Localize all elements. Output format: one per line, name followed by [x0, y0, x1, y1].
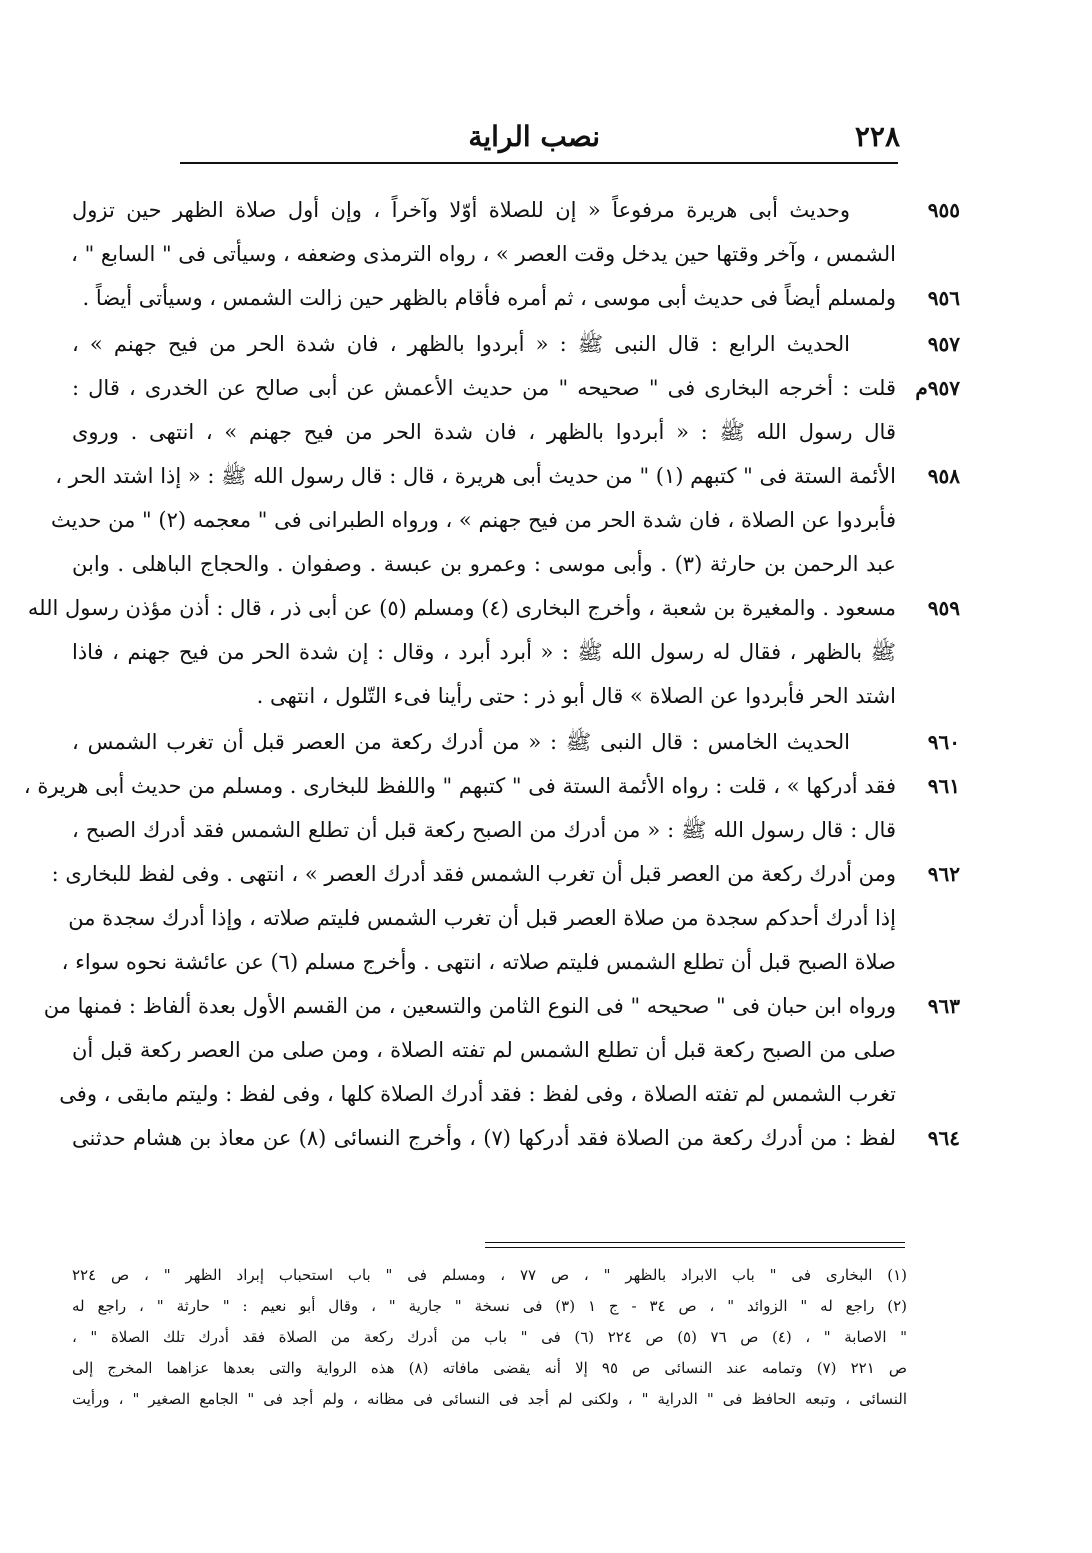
main-text — [23, 188, 960, 1160]
hadith-number: ٩٥٧م — [915, 376, 960, 400]
text-line — [72, 410, 960, 454]
footnote-line: (٢) راجع له " الزوائد " ، ص ٣٤ - ج ١ (٣) فى نسخة " جارية " ، وقال أبو نعيم : " حارثة " ، راجع له — [72, 1297, 907, 1315]
hadith-number: ٩٥٥ — [927, 198, 960, 222]
hadith-number: ٩٦٠ — [927, 730, 960, 754]
footnote-line: ص ٢٢١ (٧) وتمامه عند النسائى ص ٩٥ إلا أنه يقضى مافاته (٨) هذه الرواية والتى بعدها عزاهما المخرج إلى — [72, 1359, 908, 1377]
text-line — [72, 232, 960, 276]
line-text: الأئمة الستة فى " كتبهم (١) " من حديث أبى هريرة ، قال : قال رسول الله ﷺ : « إذا اشتد الحر ، — [55, 464, 896, 488]
hadith-number: ٩٦٢ — [927, 862, 960, 886]
line-text: صلاة الصبح قبل أن تطلع الشمس فليتم صلاته ، انتهى . وأخرج مسلم (٦) عن عائشة نحوه سواء ، — [61, 950, 896, 974]
text-line — [72, 188, 960, 232]
text-line — [72, 808, 960, 852]
hadith-number: ٩٥٩ — [927, 596, 960, 620]
text-line — [51, 498, 960, 542]
text-line — [72, 322, 960, 366]
text-line — [23, 764, 960, 808]
text-line — [55, 454, 960, 498]
text-line — [59, 1072, 960, 1116]
line-text: تغرب الشمس لم تفته الصلاة ، وفى لفظ : فقد أدرك الصلاة كلها ، وفى لفظ : وليتم مابقى ، وفى — [59, 1082, 896, 1106]
text-line — [72, 674, 960, 718]
line-text: ولمسلم أيضاً فى حديث أبى موسى ، ثم أمره فأقام بالظهر حين زالت الشمس ، وسيأتى أيضاً . — [82, 286, 896, 310]
text-line — [72, 1028, 960, 1072]
line-text: قال رسول الله ﷺ : « أبردوا بالظهر ، فان شدة الحر من فيح جهنم » ، انتهى . وروى — [72, 420, 896, 444]
line-text: قال : قال رسول الله ﷺ : « من أدرك من الصبح ركعة قبل أن تطلع الشمس فقد أدرك الصبح ، — [72, 818, 896, 842]
line-text: فأبردوا عن الصلاة ، فان شدة الحر من فيح جهنم » ، ورواه الطبرانى فى " معجمه (٢) " من حديث — [51, 508, 896, 532]
hadith-number: ٩٦٣ — [927, 994, 960, 1018]
text-line — [27, 586, 960, 630]
line-text: عبد الرحمن بن حارثة (٣) . وأبى موسى : وعمرو بن عبسة . وصفوان . والحجاج الباهلى . وابن — [72, 552, 896, 576]
footnote-line: (١) البخارى فى " باب الابراد بالظهر " ، ص ٧٧ ، ومسلم فى " باب استحباب إبراد الظهر " ، ص ٢٢٤ — [72, 1266, 907, 1284]
line-text: الحديث الخامس : قال النبى ﷺ : « من أدرك ركعة من العصر قبل أن تغرب الشمس ، — [72, 730, 850, 754]
line-text: الشمس ، وآخر وقتها حين يدخل وقت العصر » ، رواه الترمذى وضعفه ، وسيأتى فى " السابع " ، — [71, 242, 896, 266]
footnote-line: " الاصابة " ، (٤) ص ٧٦ (٥) ص ٢٢٤ (٦) فى " باب من أدرك ركعة من الصلاة فقد أدرك تلك الصلاة " ، — [72, 1328, 907, 1346]
hadith-number: ٩٦٤ — [927, 1126, 960, 1150]
running-title: نصب الراية — [468, 120, 600, 153]
page-header — [180, 118, 900, 162]
line-text: ﷺ بالظهر ، فقال له رسول الله ﷺ : « أبرد أبرد ، وقال : إن شدة الحر من فيح جهنم ، فاذا — [72, 640, 896, 664]
header-divider — [180, 162, 898, 164]
text-line — [51, 852, 960, 896]
line-text: إذا أدرك أحدكم سجدة من صلاة العصر قبل أن تغرب الشمس فليتم صلاته ، وإذا أدرك سجدة من — [68, 906, 896, 930]
text-line — [72, 1116, 960, 1160]
page-number: ٢٢٨ — [854, 120, 900, 153]
text-line — [61, 940, 960, 984]
line-text: قلت : أخرجه البخارى فى " صحيحه " من حديث الأعمش عن أبى صالح عن الخدرى ، قال : — [72, 376, 897, 400]
line-text: مسعود . والمغيرة بن شعبة ، وأخرج البخارى (٤) ومسلم (٥) عن أبى ذر ، قال : أذن مؤذن رسول الله — [27, 596, 896, 620]
line-text: ورواه ابن حبان فى " صحيحه " فى النوع الثامن والتسعين ، من القسم الأول بعدة ألفاظ : فمنها من — [43, 994, 896, 1018]
footnotes — [72, 1260, 907, 1415]
line-text: لفظ : من أدرك ركعة من الصلاة فقد أدركها (٧) ، وأخرج النسائى (٨) عن معاذ بن هشام حدثنى — [72, 1126, 896, 1150]
line-text: الحديث الرابع : قال النبى ﷺ : « أبردوا بالظهر ، فان شدة الحر من فيح جهنم » ، — [72, 332, 850, 356]
footnote-divider — [485, 1242, 905, 1248]
hadith-number: ٩٦١ — [927, 774, 960, 798]
text-line — [72, 542, 960, 586]
text-line — [68, 896, 960, 940]
text-line — [72, 720, 960, 764]
hadith-number: ٩٥٨ — [927, 464, 960, 488]
hadith-number: ٩٥٧ — [927, 332, 960, 356]
text-line — [72, 276, 960, 320]
hadith-number: ٩٥٦ — [927, 286, 960, 310]
footnote-line: النسائى ، وتبعه الحافظ فى " الدراية " ، ولكنى لم أجد فى النسائى فى مظانه ، ولم أجد فى " الجامع الصغير " ، ورأيت — [72, 1390, 907, 1408]
text-line — [72, 630, 960, 674]
line-text: ومن أدرك ركعة من العصر قبل أن تغرب الشمس فقد أدرك العصر » ، انتهى . وفى لفظ للبخارى : — [51, 862, 896, 886]
line-text: اشتد الحر فأبردوا عن الصلاة » قال أبو ذر : حتى رأينا فىء التّلول ، انتهى . — [256, 684, 896, 708]
text-line — [43, 984, 960, 1028]
text-line — [72, 366, 960, 410]
line-text: صلى من الصبح ركعة قبل أن تطلع الشمس لم تفته الصلاة ، ومن صلى من العصر ركعة قبل أن — [72, 1038, 896, 1062]
line-text: فقد أدركها » ، قلت : رواه الأئمة الستة فى " كتبهم " واللفظ للبخارى . ومسلم من حديث أبى هريرة ، — [23, 774, 896, 798]
line-text: وحديث أبى هريرة مرفوعاً « إن للصلاة أوّلا وآخراً ، وإن أول صلاة الظهر حين تزول — [72, 198, 850, 222]
